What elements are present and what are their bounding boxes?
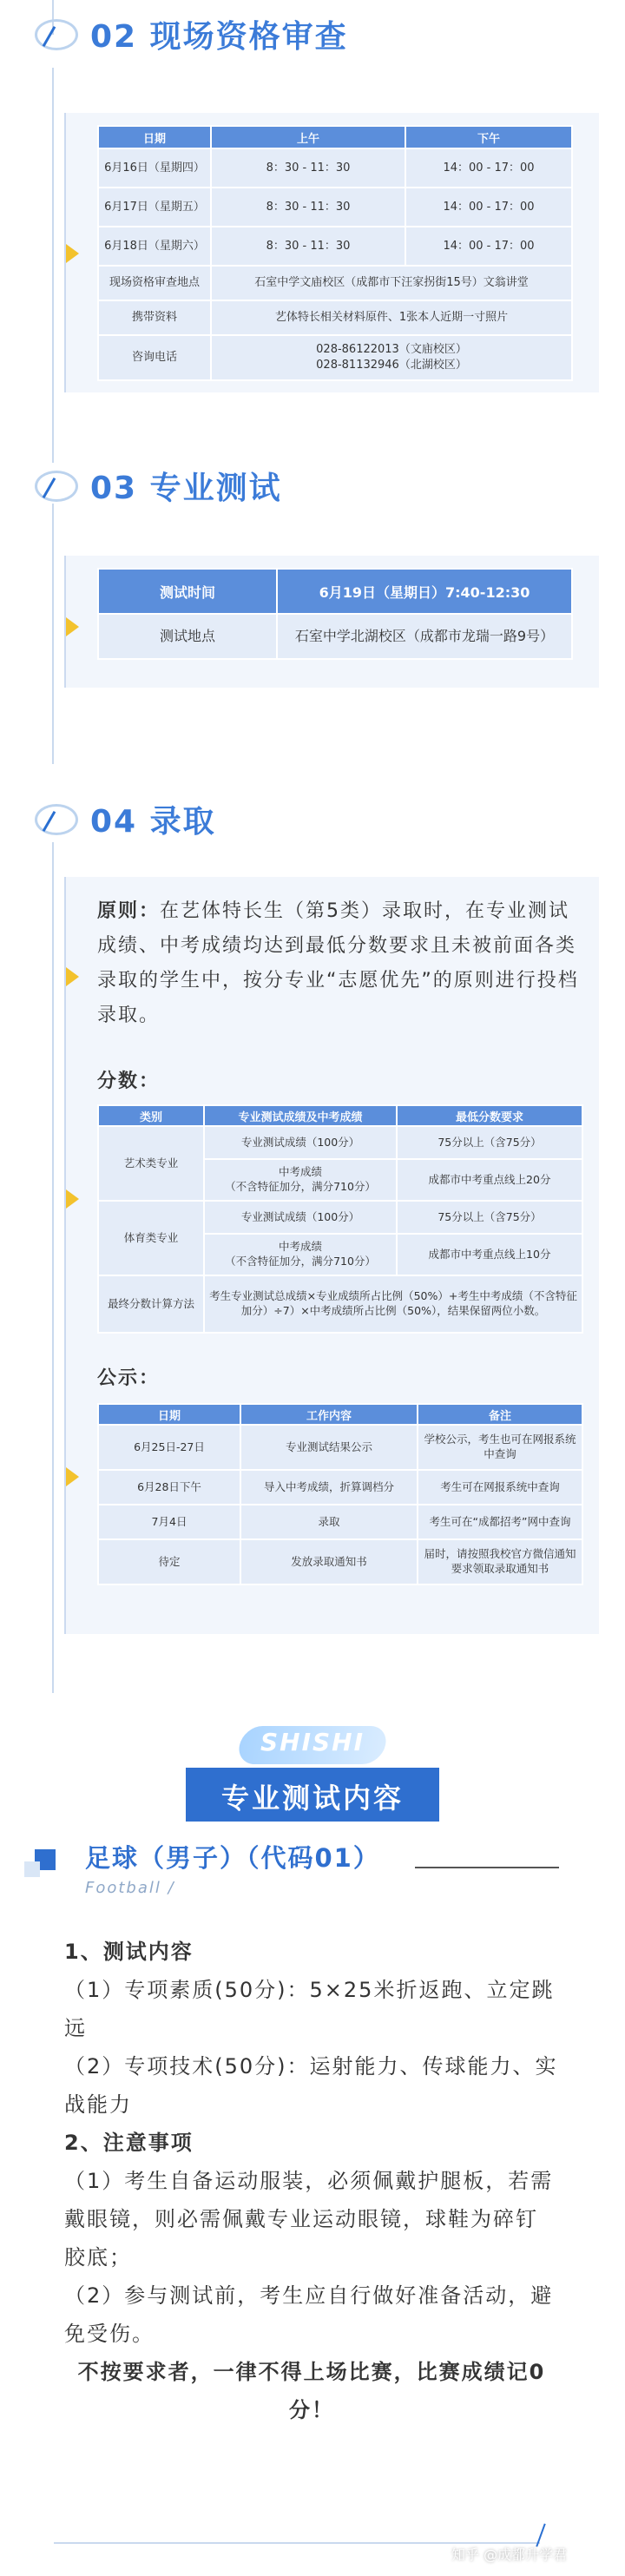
score-cell: 专业测试成绩（100分） [204,1201,397,1234]
public-cell: 学校公示，考生也可在网报系统中查询 [418,1425,582,1470]
table-row [98,148,572,188]
qual-header-date: 日期 [98,126,211,148]
public-cell: 6月28日下午 [98,1470,240,1505]
test-marker-icon [66,617,79,636]
table-row [98,1275,582,1333]
public-cell: 考生可在“成都招考”网中查询 [418,1505,582,1539]
score-marker-icon [66,1189,79,1209]
public-cell: 7月4日 [98,1505,240,1539]
circle-slash-icon [35,804,78,835]
score-sport-label: 体育类专业 [98,1201,204,1275]
decor-line-s03 [52,504,54,764]
score-cell [204,1159,397,1201]
score-table [97,1104,583,1334]
table-row [98,1425,582,1470]
football-p4: （2）参与测试前，考生应自行做好准备活动，避免受伤。 [64,2283,554,2346]
test-time-label: 测试时间 [98,569,277,614]
watermark: 知乎 @成都升学君 [451,2546,568,2563]
qual-cell: 8：30 - 11：30 [211,227,405,266]
zk-line1: 中考成绩 [278,1240,322,1254]
zk-line1: 中考成绩 [278,1165,322,1179]
public-cell: 6月25日-27日 [98,1425,240,1470]
qual-phone-value [211,335,572,380]
score-header-category: 类别 [98,1105,204,1126]
principle-paragraph [97,894,585,1033]
qual-cell: 8：30 - 11：30 [211,148,405,188]
section-04-heading [35,797,216,841]
score-header-scores: 专业测试成绩及中考成绩 [204,1105,397,1126]
decor-line-s02 [52,68,54,463]
test-table [97,568,573,660]
qual-bring-label: 携带资料 [98,300,211,335]
table-row [98,1470,582,1505]
public-header-date: 日期 [98,1404,240,1425]
qual-cell: 6月17日（星期五） [98,188,211,227]
table-row [98,1126,582,1159]
public-cell: 发放录取通知书 [240,1539,418,1584]
qual-phone-2: 028-81132946（北湖校区） [316,359,467,372]
qual-bring-value: 艺体特长相关材料原件、1张本人近期一寸照片 [211,300,572,335]
qual-cell: 14：00 - 17：00 [405,227,572,266]
qual-cell: 14：00 - 17：00 [405,188,572,227]
table-row [98,300,572,335]
decor-line-s04 [52,842,54,1693]
principle-marker-icon [66,967,79,986]
qual-marker-icon [66,244,79,263]
qual-cell: 6月18日（星期六） [98,227,211,266]
score-header-min: 最低分数要求 [397,1105,582,1126]
score-cell: 成都市中考重点线上20分 [397,1159,582,1201]
table-row [98,1505,582,1539]
zk-line2: （不含特征加分，满分710分） [225,1180,376,1193]
table-row [98,188,572,227]
football-title: 足球（男子）（代码01） [85,1843,380,1873]
test-place-value: 石室中学北湖校区（成都市龙瑞一路9号） [277,614,572,659]
public-cell: 考生可在网报系统中查询 [418,1470,582,1505]
principle-text: 在艺体特长生（第5类）录取时，在专业测试成绩、中考成绩均达到最低分数要求且未被前面各类录取的学生中，按分专业“志愿优先”的原则进行投档录取。 [97,900,579,1026]
public-cell: 届时，请按照我校官方微信通知要求领取录取通知书 [418,1539,582,1584]
table-row [98,266,572,300]
football-h2: 2、注意事项 [64,2131,194,2155]
football-h1: 1、测试内容 [64,1940,194,1964]
football-warning: 不按要求者，一律不得上场比赛，比赛成绩记0分！ [77,2360,546,2422]
score-art-label: 艺术类专业 [98,1126,204,1201]
qual-phone-1: 028-86122013（文庙校区） [316,343,467,357]
shishi-text: SHISHI [260,1728,365,1756]
qual-cell: 8：30 - 11：30 [211,188,405,227]
qual-place-value: 石室中学文庙校区（成都市下汪家拐街15号）文翁讲堂 [211,266,572,300]
table-row [98,1539,582,1584]
zk-line2: （不含特征加分，满分710分） [225,1255,376,1268]
score-formula-label: 最终分数计算方法 [98,1275,204,1333]
principle-label: 原则： [97,900,161,922]
public-cell: 待定 [98,1539,240,1584]
qual-place-label: 现场资格审查地点 [98,266,211,300]
qual-header-am: 上午 [211,126,405,148]
score-cell: 75分以上（含75分） [397,1126,582,1159]
public-cell: 录取 [240,1505,418,1539]
score-formula-text: 考生专业测试总成绩×专业成绩所占比例（50%）+考生中考成绩（不含特征加分）÷7）×中考成绩所占比例（50%），结果保留两位小数。 [204,1275,582,1333]
qual-header-pm: 下午 [405,126,572,148]
table-row [98,1201,582,1234]
score-cell: 成都市中考重点线上10分 [397,1234,582,1275]
public-cell: 专业测试结果公示 [240,1425,418,1470]
qual-cell: 14：00 - 17：00 [405,148,572,188]
score-cell: 专业测试成绩（100分） [204,1126,397,1159]
football-p3: （1）考生自备运动服装，必须佩戴护腿板，若需戴眼镜，则必需佩戴专业运动眼镜，球鞋为碎钉胶底； [64,2169,554,2270]
table-row [98,614,572,659]
section-02-title: 02 现场资格审查 [90,19,348,55]
football-square-icon-shadow [24,1861,40,1877]
public-header-note: 备注 [418,1404,582,1425]
score-title: 分数： [97,1071,161,1092]
public-header-work: 工作内容 [240,1404,418,1425]
qual-phone-label: 咨询电话 [98,335,211,380]
qual-cell: 6月16日（星期四） [98,148,211,188]
score-cell: 75分以上（含75分） [397,1201,582,1234]
section-04-title: 04 录取 [90,804,216,840]
football-p2: （2）专项技术(50分)：运射能力、传球能力、实战能力 [64,2054,558,2117]
banner-title: 专业测试内容 [220,1782,404,1815]
football-p1: （1）专项素质(50分)：5×25米折返跑、立定跳远 [64,1978,555,2040]
public-title: 公示： [97,1367,161,1389]
public-marker-icon [66,1467,79,1486]
qual-table [97,125,573,381]
football-subtitle: Football / [85,1879,175,1897]
test-time-value: 6月19日（星期日）7:40-12:30 [277,569,572,614]
test-place-label: 测试地点 [98,614,277,659]
table-row [98,335,572,380]
section-03-title: 03 专业测试 [90,471,282,506]
public-table [97,1403,583,1585]
table-row [98,227,572,266]
football-title-underline [415,1867,559,1868]
section-03-heading [35,464,282,508]
circle-slash-icon [35,19,78,50]
admission-box-line [64,877,66,1634]
public-cell: 导入中考成绩，折算调档分 [240,1470,418,1505]
section-02-heading [35,12,348,56]
circle-slash-icon [35,471,78,502]
score-cell [204,1234,397,1275]
